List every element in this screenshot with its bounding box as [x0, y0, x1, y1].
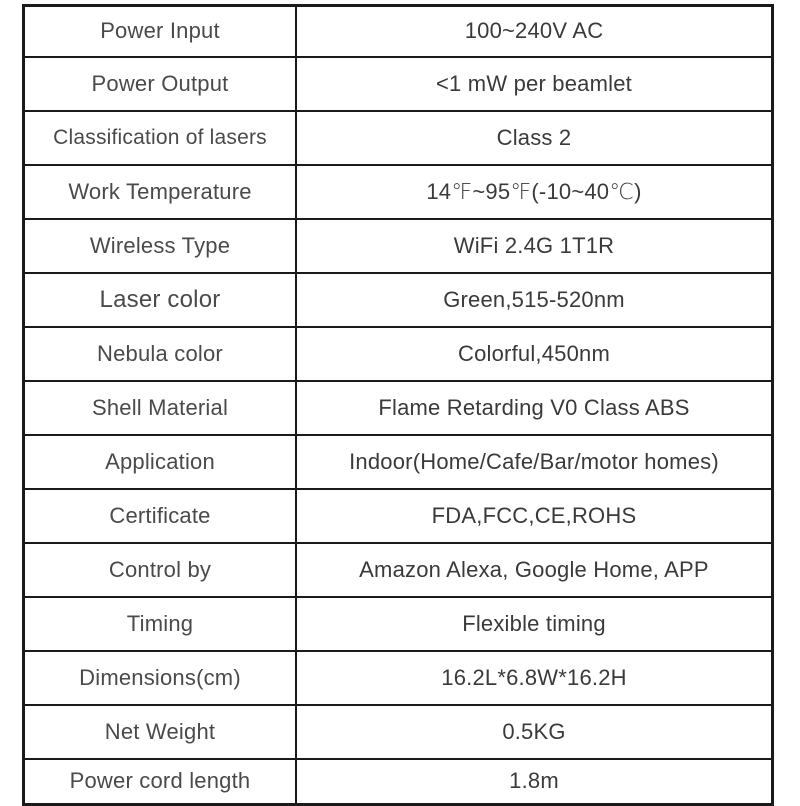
spec-label: Shell Material: [24, 381, 297, 435]
spec-label: Dimensions(cm): [24, 651, 297, 705]
spec-value: Amazon Alexa, Google Home, APP: [296, 543, 773, 597]
table-row: [24, 543, 773, 597]
spec-value: 1.8m: [296, 759, 773, 805]
spec-value: 0.5KG: [296, 705, 773, 759]
table-row: [24, 489, 773, 543]
spec-label: Application: [24, 435, 297, 489]
table-row: [24, 759, 773, 805]
table-row: [24, 219, 773, 273]
spec-value: WiFi 2.4G 1T1R: [296, 219, 773, 273]
spec-label: Work Temperature: [24, 165, 297, 219]
spec-value: Indoor(Home/Cafe/Bar/motor homes): [296, 435, 773, 489]
spec-label: Control by: [24, 543, 297, 597]
spec-label: Power Output: [24, 57, 297, 111]
table-row: [24, 381, 773, 435]
table-row: [24, 597, 773, 651]
spec-value: 16.2L*6.8W*16.2H: [296, 651, 773, 705]
spec-value: Flame Retarding V0 Class ABS: [296, 381, 773, 435]
table-row: [24, 165, 773, 219]
spec-label: Wireless Type: [24, 219, 297, 273]
spec-label: Certificate: [24, 489, 297, 543]
spec-value: 14℉~95℉(-10~40℃): [296, 165, 773, 219]
specification-table: [22, 4, 774, 806]
table-row: [24, 327, 773, 381]
spec-value: <1 mW per beamlet: [296, 57, 773, 111]
spec-value: Class 2: [296, 111, 773, 165]
spec-value: 100~240V AC: [296, 6, 773, 57]
spec-label: Nebula color: [24, 327, 297, 381]
spec-value: Colorful,450nm: [296, 327, 773, 381]
spec-label: Net Weight: [24, 705, 297, 759]
spec-label: Power Input: [24, 6, 297, 57]
table-row: [24, 651, 773, 705]
spec-label: Classification of lasers: [24, 111, 297, 165]
table-row: [24, 273, 773, 327]
spec-value: FDA,FCC,CE,ROHS: [296, 489, 773, 543]
table-row: [24, 6, 773, 57]
table-row: [24, 435, 773, 489]
spec-value: Flexible timing: [296, 597, 773, 651]
table-row: [24, 57, 773, 111]
spec-value: Green,515-520nm: [296, 273, 773, 327]
table-row: [24, 705, 773, 759]
spec-label: Timing: [24, 597, 297, 651]
spec-label: Laser color: [24, 273, 297, 327]
spec-label: Power cord length: [24, 759, 297, 805]
table-row: [24, 111, 773, 165]
